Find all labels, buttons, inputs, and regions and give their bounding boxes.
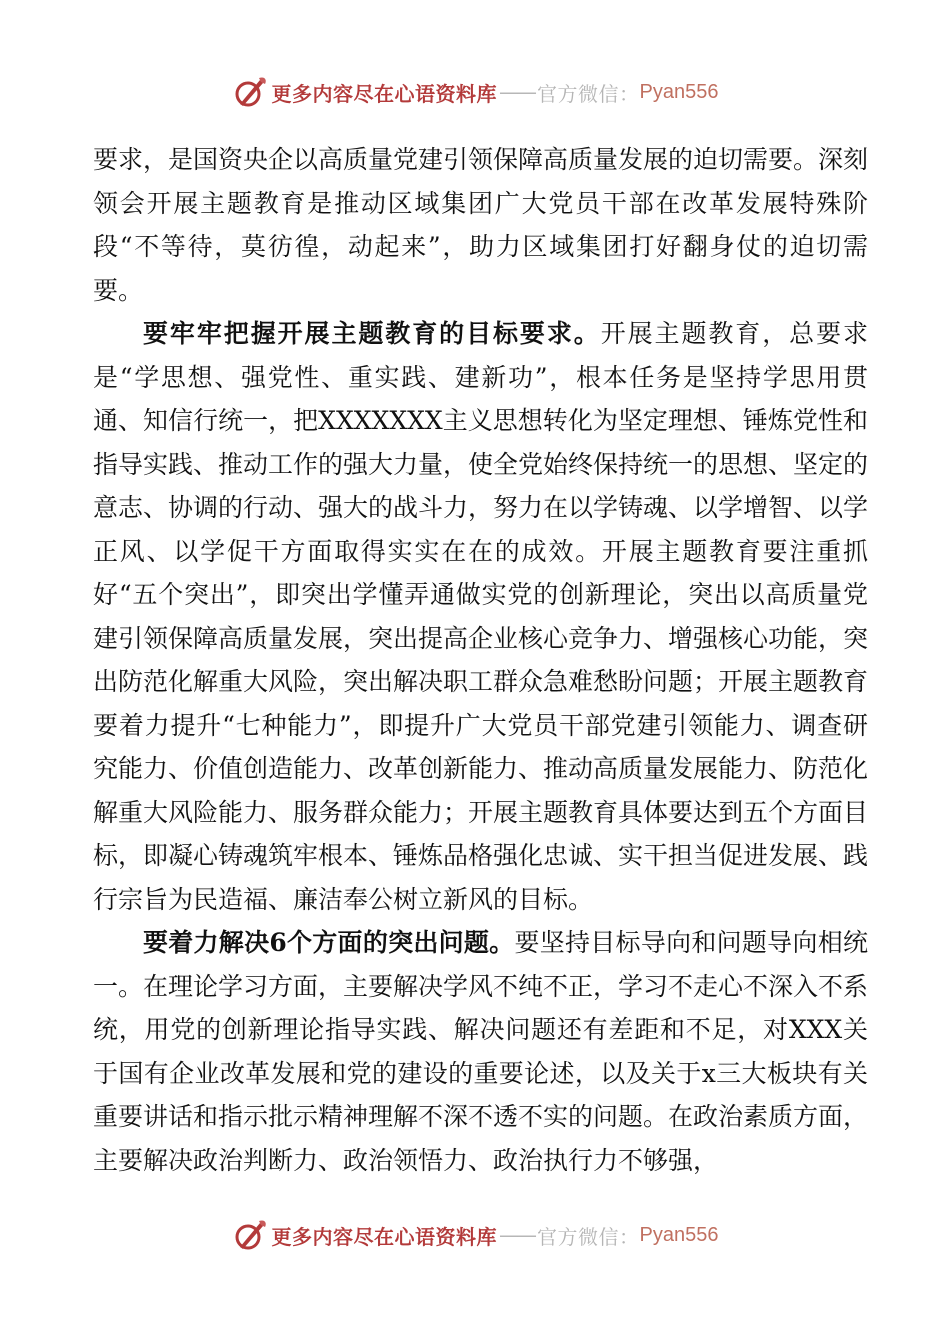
paragraph-3 <box>93 921 868 1182</box>
document-body <box>93 138 868 1182</box>
banner-text: 更多内容尽在心语资料库 <box>271 1224 498 1249</box>
paragraph-1-text: 要求，是国资央企以高质量党建引领保障高质量发展的迫切需要。深刻领会开展主题教育是推动区域集团广大党员干部在改革发展特殊阶段“不等待，莫彷徨，动起来”，助力区域集团打好翻身仗的迫切需要。 <box>93 145 869 305</box>
banner-wechat-label: 官方微信： <box>537 81 640 106</box>
banner-wechat-id: Pyan556 <box>639 80 719 103</box>
banner-wechat-id: Pyan556 <box>639 1223 719 1246</box>
paragraph-3-text: 要坚持目标导向和问题导向相统一。在理论学习方面，主要解决学风不纯不正，学习不走心不深入不系统，用党的创新理论指导实践、解决问题还有差距和不足，对XXX关于国有企业改革发展和党的建设的重要论述，以及关于x三大板块有关重要讲话和指示批示精神理解不深不透不实的问题。在政治素质方面，主要解决政治判断力、政治领悟力、政治执行力不够强， <box>93 928 869 1175</box>
quill-logo-icon <box>232 74 268 110</box>
banner-wechat-label: 官方微信： <box>537 1224 640 1249</box>
banner-separator: —— <box>499 1223 536 1247</box>
header-banner <box>0 72 950 112</box>
footer-banner <box>0 1215 950 1255</box>
banner-text: 更多内容尽在心语资料库 <box>271 81 498 106</box>
paragraph-1 <box>93 138 868 312</box>
paragraph-2 <box>93 312 868 921</box>
quill-logo-icon <box>232 1217 268 1253</box>
paragraph-3-heading: 要着力解决6个方面的突出问题。 <box>143 928 515 957</box>
paragraph-2-text: 开展主题教育，总要求是“学思想、强党性、重实践、建新功”，根本任务是坚持学思用贯通、知信行统一，把XXXXXXX主义思想转化为坚定理想、锤炼党性和指导实践、推动工作的强大力量，使全党始终保持统一的思想、坚定的意志、协调的行动、强大的战斗力，努力在以学铸魂、以学增智、以学正风、以学促干方面取得实实在在的成效。开展主题教育要注重抓好“五个突出”，即突出学懂弄通做实党的创新理论，突出以高质量党建引领保障高质量发展，突出提高企业核心竞争力、增强核心功能，突出防范化解重大风险，突出解决职工群众急难愁盼问题；开展主题教育要着力提升“七种能力”，即提升广大党员干部党建引领能力、调查研究能力、价值创造能力、改革创新能力、推动高质量发展能力、防范化解重大风险能力、服务群众能力；开展主题教育具体要达到五个方面目标，即凝心铸魂筑牢根本、锤炼品格强化忠诚、实干担当促进发展、践行宗旨为民造福、廉洁奉公树立新风的目标。 <box>93 319 869 914</box>
banner-separator: —— <box>499 80 536 104</box>
paragraph-2-heading: 要牢牢把握开展主题教育的目标要求。 <box>143 319 601 348</box>
